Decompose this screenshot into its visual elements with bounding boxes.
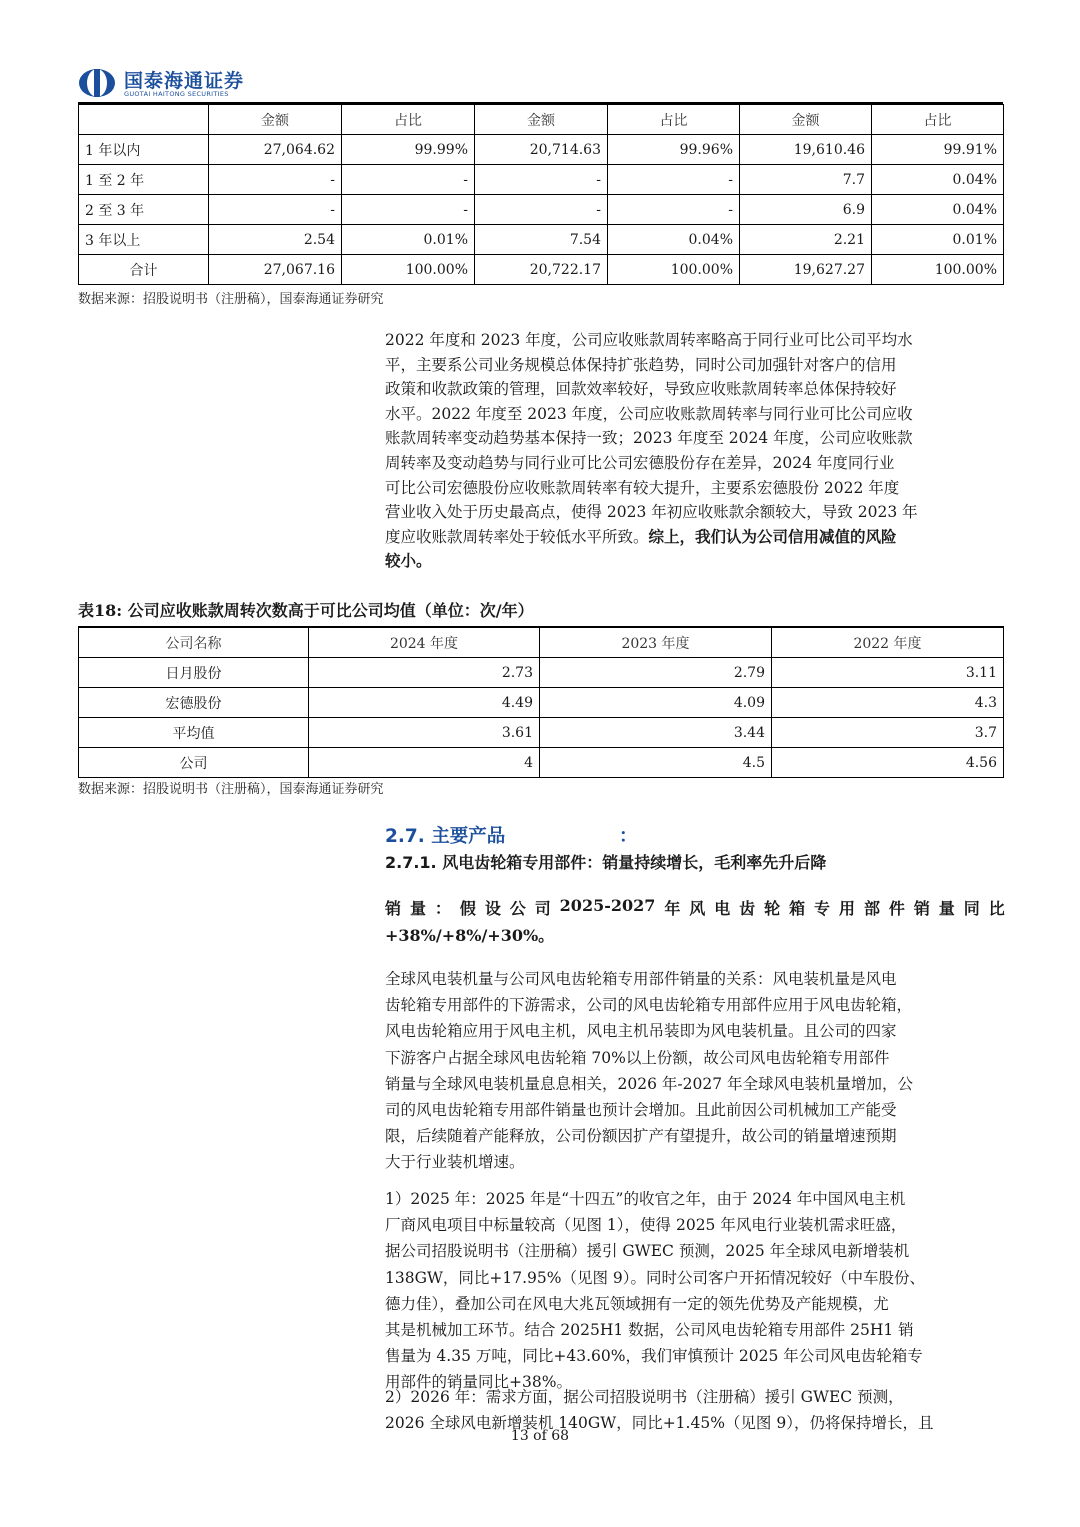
table-cell: 100.00% [872,255,1004,285]
table-cell: 3.7 [772,718,1004,748]
paragraph-2025-forecast [385,1186,1005,1396]
table-header-row [79,627,1004,658]
table-cell: 99.91% [872,135,1004,165]
table-cell: - [475,195,608,225]
table-cell: 2.79 [540,658,772,688]
heading-token: 假 [459,899,476,918]
row-label: 公司 [79,748,309,778]
page-header [78,66,1003,100]
header-cell: 2022 年度 [772,627,1004,658]
heading-token: 齿 [739,899,756,918]
text-line: 2022 年度和 2023 年度，公司应收账款周转率略高于同行业可比公司平均水 [385,331,913,349]
text-line: 可比公司宏德股份应收账款周转率有较大提升，主要系宏德股份 2022 年度 [385,478,900,497]
table-cell: 100.00% [342,255,475,285]
table-row [79,135,1004,165]
text-line: 用部件的销量同比+38%。 [385,1373,572,1392]
table-cell: 3.44 [540,718,772,748]
table-row [79,195,1004,225]
header-cell: 占比 [608,105,740,135]
table-cell: 7.7 [740,165,872,195]
table-source-note: 数据来源：招股说明书（注册稿），国泰海通证券研究 [78,782,384,797]
row-label: 平均值 [79,718,309,748]
heading-token: 销 [385,899,402,918]
heading-token: 件 [888,899,905,918]
page-number: 13 of 68 [510,1428,570,1444]
sales-assumption-growth: +38%/+8%/+30%。 [385,926,555,945]
table-cell: 100.00% [608,255,740,285]
text-line: 账款周转率变动趋势基本保持一致；2023 年度至 2024 年度，公司应收账款 [385,429,913,448]
table-cell: 99.99% [342,135,475,165]
heading-token: 电 [714,899,731,918]
table-row [79,748,1004,778]
table-number: 表18: [78,601,123,620]
text-line: 据公司招股说明书（注册稿）援引 GWEC 预测，2025 年全球风电新增装机 [385,1242,910,1261]
table-cell: 4.3 [772,688,1004,718]
logo-text-cn: 国泰海通证券 [124,70,245,92]
conclusion-text: 综上，我们认为公司信用减值的风险 [648,526,897,546]
section-colon: ： [619,826,638,847]
table-cell: 99.96% [608,135,740,165]
text-line: 138GW，同比+17.95%（见图 9）。同时公司客户开拓情况较好（中车股份、 [385,1268,926,1287]
row-label: 1 至 2 年 [79,165,209,195]
heading-token: 销 [913,899,930,918]
receivables-aging-table [78,104,1004,285]
table-cell: - [209,195,342,225]
text-line: 周转率及变动趋势与同行业可比公司宏德股份存在差异，2024 年度同行业 [385,453,895,472]
table-total-row [79,255,1004,285]
table-header-row [79,105,1004,135]
table-cell: 27,064.62 [209,135,342,165]
table-cell: - [475,165,608,195]
row-label: 日月股份 [79,658,309,688]
text-line: 厂商风电项目中标量较高（见图 1），使得 2025 年风电行业装机需求旺盛， [385,1216,907,1235]
header-cell: 金额 [475,105,608,135]
table-cell: 6.9 [740,195,872,225]
text-line: 售量为 4.35 万吨，同比+43.60%，我们审慎预计 2025 年公司风电齿轮箱专 [385,1347,923,1366]
table-cell: - [342,165,475,195]
text-line: 风电齿轮箱应用于风电主机，风电主机吊装即为风电装机量。且公司的四家 [385,1022,897,1041]
table-cell: 4.09 [540,688,772,718]
paragraph-turnover-analysis [385,328,1005,574]
header-cell: 公司名称 [79,627,309,658]
table-row [79,658,1004,688]
table-cell: 0.04% [608,225,740,255]
text-line: 营业收入处于历史最高点，使得 2023 年初应收账款余额较大，导致 2023 年 [385,503,918,522]
heading-token: 轮 [764,899,781,918]
row-label: 3 年以上 [79,225,209,255]
table-cell: 0.04% [872,165,1004,195]
text-line: 德力佳），叠加公司在风电大兆瓦领域拥有一定的领先优势及产能规模，尤 [385,1294,889,1313]
table-row [79,165,1004,195]
table-cell: 3.61 [309,718,540,748]
row-label: 1 年以内 [79,135,209,165]
heading-token: 量 [409,899,426,918]
text-line: 水平。2022 年度至 2023 年度，公司应收账款周转率与同行业可比公司应收 [385,404,913,423]
subsection-heading: 2.7.1. 风电齿轮箱专用部件：销量持续增长，毛利率先升后降 [385,853,827,872]
table-cell: 4.5 [540,748,772,778]
table-cell: 2.73 [309,658,540,688]
heading-token: 司 [534,899,551,918]
table-cell: - [608,165,740,195]
table-cell: - [608,195,740,225]
text-segment: 度应收账款周转率处于较低水平所致。 [385,527,649,546]
text-line [385,525,1005,550]
heading-token: 公 [509,899,526,918]
heading-token: 2025-2027 [559,896,656,915]
text-line: 下游客户占据全球风电齿轮箱 70%以上份额，故公司风电齿轮箱专用部件 [385,1048,890,1067]
table-cell: 2.21 [740,225,872,255]
text-line: 大于行业装机增速。 [385,1153,525,1172]
table-cell: 4 [309,748,540,778]
table-cell: 19,627.27 [740,255,872,285]
row-label: 宏德股份 [79,688,309,718]
heading-token: 风 [689,899,706,918]
heading-token: 年 [664,899,681,918]
text-line: 司的风电齿轮箱专用部件销量也预计会增加。且此前因公司机械加工产能受 [385,1101,897,1120]
header-cell [79,105,209,135]
table-cell: 4.49 [309,688,540,718]
table-row [79,688,1004,718]
table-cell: 0.01% [342,225,475,255]
header-cell: 占比 [872,105,1004,135]
table-source-note: 数据来源：招股说明书（注册稿），国泰海通证券研究 [78,292,384,307]
paragraph-installation-relation [385,966,1005,1176]
section-title: 2.7. 主要产品 [385,826,506,847]
header-cell: 占比 [342,105,475,135]
header-cell: 金额 [209,105,342,135]
table-row [79,225,1004,255]
heading-token: 量 [938,899,955,918]
header-cell: 2024 年度 [309,627,540,658]
table-cell: 20,714.63 [475,135,608,165]
table-cell: 19,610.46 [740,135,872,165]
text-line: 1）2025 年：2025 年是“十四五”的收官之年，由于 2024 年中国风电主机 [385,1190,906,1208]
header-cell: 金额 [740,105,872,135]
table-title-text: 公司应收账款周转次数高于可比公司均值（单位：次/年） [127,601,534,620]
heading-token: 箱 [789,899,806,918]
text-line: 齿轮箱专用部件的下游需求，公司的风电齿轮箱专用部件应用于风电齿轮箱， [385,996,913,1015]
table-cell: - [342,195,475,225]
table-cell: - [209,165,342,195]
sales-assumption-heading [385,896,1005,946]
text-line: 平，主要系公司业务规模总体保持扩张趋势，同时公司加强针对客户的信用 [385,355,897,374]
heading-token: 专 [814,899,831,918]
turnover-comparison-table [78,626,1004,778]
table-title [78,598,534,621]
sales-assumption-line [385,896,1005,919]
header-cell: 2023 年度 [540,627,772,658]
table-cell: 7.54 [475,225,608,255]
row-label: 2 至 3 年 [79,195,209,225]
table-cell: 3.11 [772,658,1004,688]
text-line: 其是机械加工环节。结合 2025H1 数据，公司风电齿轮箱专用部件 25H1 销 [385,1321,914,1340]
table-cell: 4.56 [772,748,1004,778]
table-cell: 2.54 [209,225,342,255]
heading-token: 部 [863,899,880,918]
heading-token: 设 [484,899,501,918]
table-cell: 20,722.17 [475,255,608,285]
table-cell: 0.01% [872,225,1004,255]
company-logo-icon [78,68,116,98]
conclusion-text: 较小。 [385,551,432,571]
text-line: 限，后续随着产能释放，公司份额因扩产有望提升，故公司的销量增速预期 [385,1127,897,1146]
text-line: 2026 全球风电新增装机 140GW，同比+1.45%（见图 9），仍将保持增长，且 [385,1414,934,1433]
heading-token: 用 [838,899,855,918]
heading-token: 同 [963,899,980,918]
table-cell: 0.04% [872,195,1004,225]
text-line: 政策和收款政策的管理，回款效率较好，导致应收账款周转率总体保持较好 [385,380,897,399]
table-cell: 27,067.16 [209,255,342,285]
section-heading [385,822,638,848]
table-row [79,718,1004,748]
text-line: 销量与全球风电装机量息息相关，2026 年-2027 年全球风电装机量增加，公 [385,1074,913,1093]
text-line: 2）2026 年：需求方面，据公司招股说明书（注册稿）援引 GWEC 预测， [385,1388,904,1406]
text-line: 全球风电装机量与公司风电齿轮箱专用部件销量的关系：风电装机量是风电 [385,970,897,988]
row-label: 合计 [79,255,209,285]
heading-token: ： [434,899,451,918]
heading-token: 比 [988,899,1005,918]
logo-text-en: GUOTAI HAITONG SECURITIES [124,90,229,98]
